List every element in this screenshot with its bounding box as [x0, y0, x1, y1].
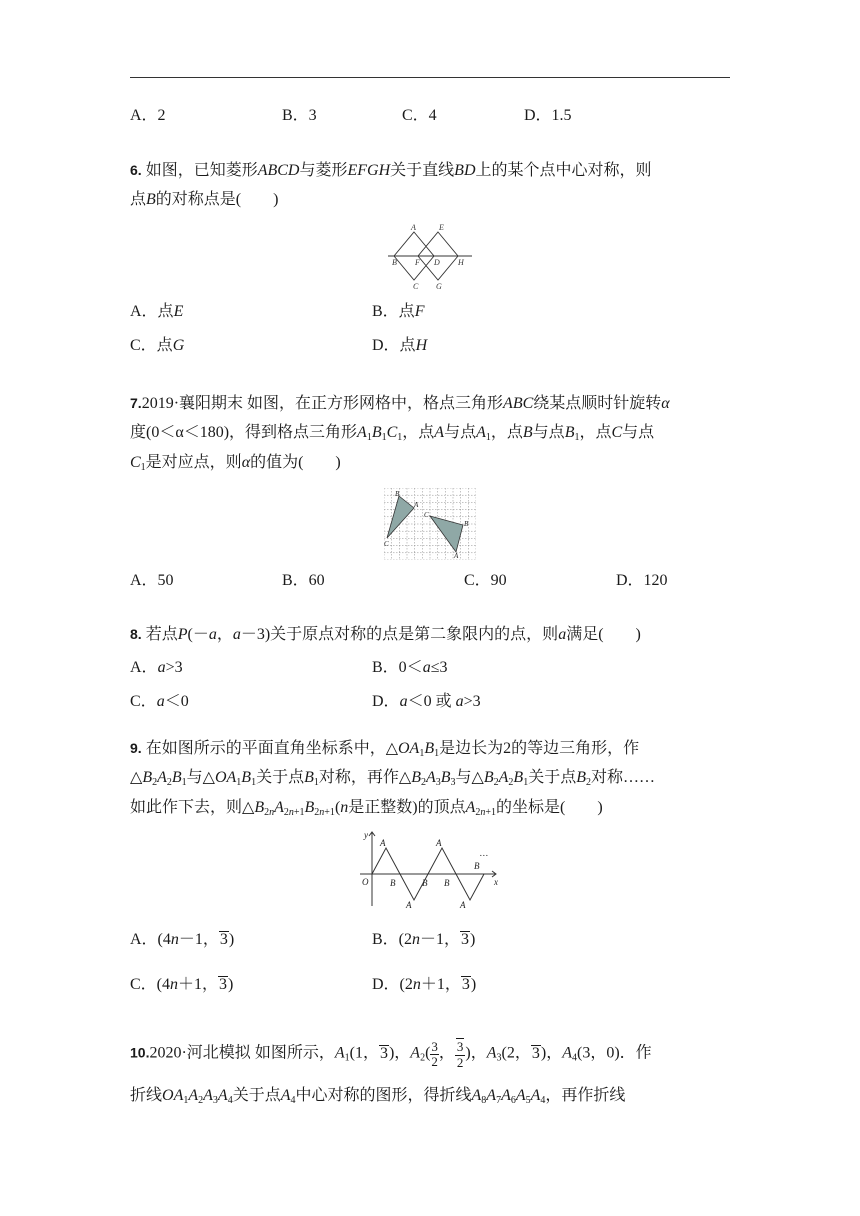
q7-option-d[interactable]: D．120 — [616, 572, 668, 589]
q8-option-b[interactable]: B．0＜a≤3 — [372, 659, 448, 676]
fig9-label-x: x — [494, 877, 498, 887]
fig6-label-f: F — [415, 258, 420, 267]
fig9-label-b1: B — [390, 878, 396, 888]
q8-option-a[interactable]: A．a>3 — [130, 659, 183, 676]
q6-option-b[interactable]: B．点F — [372, 303, 425, 320]
q6-option-a[interactable]: A．点E — [130, 303, 184, 320]
q7-option-a[interactable]: A．50 — [130, 572, 174, 589]
q9-coordinate-figure — [356, 828, 504, 910]
q7-stem-line3: $C_1$是对应点，则α的值为( ) — [130, 454, 341, 473]
q8-option-d[interactable]: D．a＜0 或 a>3 — [372, 693, 481, 710]
fig9-label-y: y — [364, 830, 368, 840]
q10-source: 2020·河北模拟 — [149, 1044, 251, 1062]
q6-option-d[interactable]: D．点H — [372, 337, 428, 354]
q5-option-b[interactable]: B．3 — [282, 107, 317, 124]
q7-source: 2019·襄阳期末 — [141, 395, 244, 412]
fig9-label-a4: A — [460, 900, 466, 910]
fig7-label-c: C — [384, 540, 389, 548]
fig6-label-c: C — [413, 282, 419, 291]
q9-option-a[interactable]: A．(4n－1，3) — [130, 931, 235, 948]
q9-stem-line2: $\triangle B_2A_2B_1$与$\triangle OA_1B_1$关于点$B_1$对称，再作$\triangle B_2A_3B_3$与$\triangle B_2A_2B_1$关于点$B_2$对称…… — [130, 769, 655, 788]
q9-stem-line1: 9. 在如图所示的平面直角坐标系中，$\triangle OA_1B_1$是边长为2的等边三角形，作 — [130, 740, 640, 759]
q7-stem-line1: 7.2019·襄阳期末 如图，在正方形网格中，格点三角形ABC绕某点顺时针旋转α — [130, 395, 670, 412]
q7-stem-line2: 度(0＜α＜180)，得到格点三角形$A_1B_1C_1$，点A与点$A_1$，点B与点$B_1$，点C与点 — [130, 424, 655, 443]
fig6-label-e: E — [439, 223, 444, 232]
fig6-label-d: D — [434, 258, 440, 267]
q9-option-d[interactable]: D．(2n＋1，3) — [372, 976, 477, 993]
fig9-label-a2: A — [406, 900, 412, 910]
fig9-label-o: O — [362, 877, 369, 887]
q9-number: 9. — [130, 740, 142, 756]
q6-rhombus-figure — [384, 220, 476, 292]
q10-stem-line2: 折线$OA_1A_2A_3A_4$关于点$A_4$中心对称的图形，得折线$A_8A_7A_6A_5A_4$，再作折线 — [130, 1087, 626, 1106]
q9-option-c[interactable]: C．(4n＋1，3) — [130, 976, 234, 993]
fig6-label-a: A — [411, 223, 416, 232]
q9-stem-line3: 如此作下去，则$\triangle B_{2n}A_{2n+1}B_{2n+1}(n$是正整数)的顶点$A_{2n+1}$的坐标是( ) — [130, 799, 603, 818]
q10-stem-line1: 10.2020·河北模拟 如图所示，$A_1(1$，3)，$A_2$( $\frac{3}{2}$ ， $\frac{3}{2}$ )，$A_3(2$，3)，$A_4(3$，0)．作 — [130, 1038, 652, 1070]
q6-stem-line2: 点B的对称点是( ) — [130, 191, 279, 208]
fig9-label-b3: B — [444, 878, 450, 888]
fig7-label-b: B — [395, 490, 400, 498]
fig9-ellipsis: … — [480, 848, 489, 858]
fig9-label-b4: B — [474, 861, 480, 871]
fig7-label-a: A — [414, 501, 419, 509]
q9-option-b[interactable]: B．(2n－1，3) — [372, 931, 476, 948]
fig7-label-b1: B — [464, 520, 469, 528]
fig6-label-b: B — [392, 258, 397, 267]
q5-option-c[interactable]: C．4 — [402, 107, 437, 124]
fig6-label-h: H — [458, 258, 464, 267]
fig7-label-a1: A — [454, 552, 459, 560]
fig9-label-a3: A — [436, 838, 442, 848]
q8-stem: 8. 若点P(－a，a－3)关于原点对称的点是第二象限内的点，则a满足( ) — [130, 626, 641, 643]
q8-number: 8. — [130, 626, 142, 642]
q6-number: 6. — [130, 162, 142, 178]
q7-option-c[interactable]: C．90 — [464, 572, 507, 589]
fig7-label-c1: C — [424, 511, 429, 519]
q7-number: 7. — [130, 395, 142, 411]
fig9-label-a1: A — [380, 838, 386, 848]
q5-option-a[interactable]: A．2 — [130, 107, 166, 124]
q7-option-b[interactable]: B．60 — [282, 572, 325, 589]
fig9-label-b2: B — [422, 878, 428, 888]
q7-grid-figure — [384, 488, 476, 560]
fig6-label-g: G — [436, 282, 442, 291]
q8-option-c[interactable]: C．a＜0 — [130, 693, 189, 710]
q6-stem-line1: 6. 如图，已知菱形ABCD与菱形EFGH关于直线BD上的某个点中心对称，则 — [130, 162, 652, 179]
q10-number: 10. — [130, 1044, 150, 1061]
header-rule — [130, 77, 730, 78]
q5-option-d[interactable]: D．1.5 — [524, 107, 572, 124]
q6-option-c[interactable]: C．点G — [130, 337, 185, 354]
